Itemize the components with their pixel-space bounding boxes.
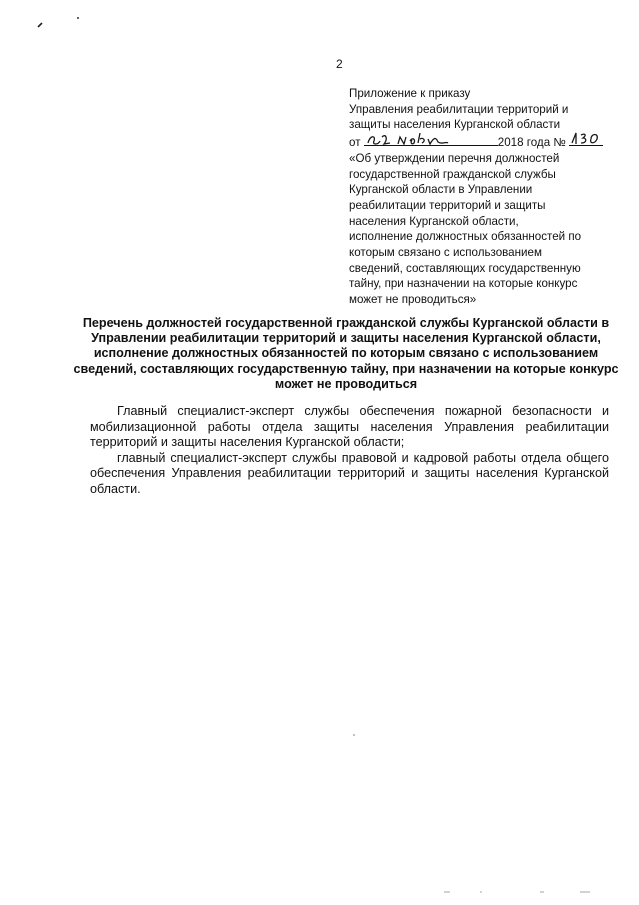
appendix-header — [349, 86, 614, 308]
order-title-line: которым связано с использованием — [349, 246, 542, 260]
date-prefix: от — [349, 136, 361, 150]
appendix-line: Управления реабилитации территорий и — [349, 102, 569, 116]
order-date-line — [349, 133, 614, 151]
order-title-line: «Об утверждении перечня должностей — [349, 151, 560, 165]
scan-artifact — [350, 732, 360, 738]
handwritten-number-signature — [569, 129, 603, 149]
handwritten-date — [364, 133, 498, 146]
document-heading: Перечень должностей государственной гражданской службы Курганской области в Управлении реабилитации территорий и защиты населения Курганской области, исполнение должностных обязанностей по которым связано с использованием сведений, составляющих государственную тайну, при назначении на которые конкурс может не проводиться — [73, 316, 619, 391]
order-title-line: исполнение должностных обязанностей по — [349, 230, 582, 244]
scan-artifact — [440, 888, 600, 896]
order-title-line: тайну, при назначении на которые конкурс — [349, 277, 578, 291]
page-number: 2 — [336, 57, 343, 71]
appendix-line: защиты населения Курганской области — [349, 118, 561, 132]
order-title-line: государственной гражданской службы — [349, 167, 556, 181]
document-body — [90, 404, 609, 498]
handwritten-date-signature — [364, 129, 498, 149]
date-suffix: 2018 года № — [497, 136, 566, 150]
body-paragraph: главный специалист-эксперт службы правовой и кадровой работы отдела общего обеспечения Управления реабилитации территорий и защиты населения Курганской области. — [90, 450, 609, 496]
appendix-line: Приложение к приказу — [349, 87, 471, 100]
order-title-line: Курганской области в Управлении — [349, 183, 533, 197]
handwritten-number — [569, 133, 603, 146]
order-title-line: реабилитации территорий и защиты — [349, 198, 546, 212]
order-title-line: может не проводиться» — [349, 293, 477, 307]
order-title-line: сведений, составляющих государственную — [349, 261, 581, 275]
order-title-line: населения Курганской области, — [349, 214, 519, 228]
body-paragraph: Главный специалист-эксперт службы обеспечения пожарной безопасности и мобилизационной работы отдела защиты населения Управления реабилитации территорий и защиты населения Курганской области; — [90, 404, 609, 450]
scan-artifact — [36, 14, 86, 30]
